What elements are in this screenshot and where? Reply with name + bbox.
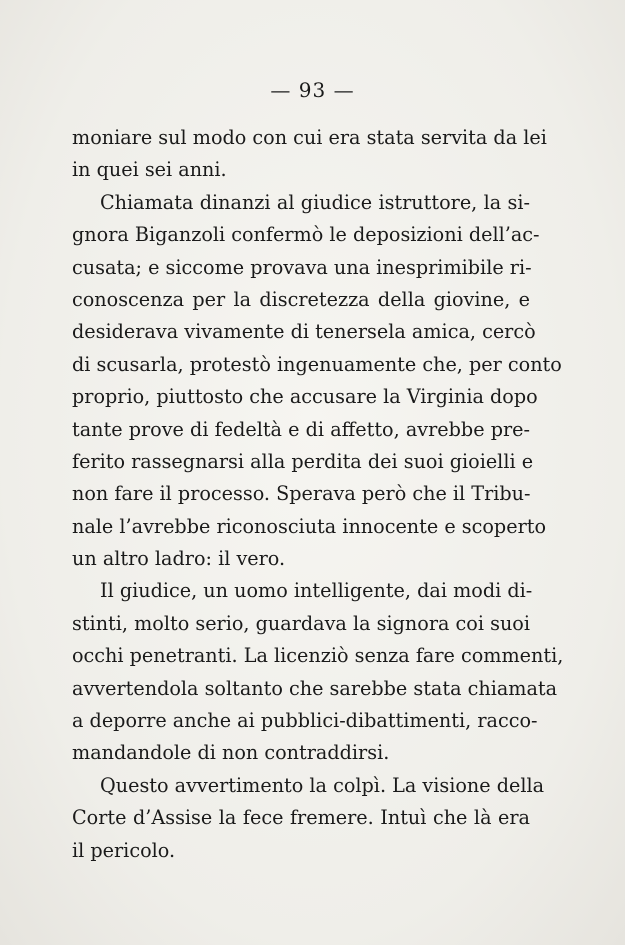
page-number: — 93 — xyxy=(270,78,355,102)
paragraph-start: Questo avvertimento la colpì. La visione della xyxy=(100,773,545,797)
text-line: tante prove di fedeltà e di affetto, avrebbe pre- xyxy=(72,417,530,441)
paragraph-start: Chiamata dinanzi al giudice istruttore, la si- xyxy=(100,190,530,214)
text-line: nale l’avrebbe riconosciuta innocente e scoperto xyxy=(72,514,547,538)
text-line: di scusarla, protestò ingenuamente che, per conto xyxy=(72,352,562,376)
text-line: Corte d’Assise la fece fremere. Intuì che là era xyxy=(72,806,530,830)
text-line: non fare il processo. Sperava però che il Tribu- xyxy=(72,482,531,506)
text-line: il pericolo. xyxy=(72,838,176,862)
text-line: mandandole di non contraddirsi. xyxy=(72,741,390,765)
text-line: occhi penetranti. La licenziò senza fare commenti, xyxy=(72,644,564,668)
text-line: desiderava vivamente di tenersela amica, cercò xyxy=(72,320,536,344)
body-text xyxy=(72,122,564,867)
text-line: in quei sei anni. xyxy=(72,158,227,182)
text-line: a deporre anche ai pubblici-dibattimenti, racco- xyxy=(72,709,538,733)
text-line: ferito rassegnarsi alla perdita dei suoi gioielli e xyxy=(72,449,534,473)
text-line: conoscenza per la discretezza della giovine, e xyxy=(72,287,530,311)
text-line: un altro ladro: il vero. xyxy=(72,547,286,571)
text-line: cusata; e siccome provava una inesprimibile ri- xyxy=(72,255,532,279)
text-line: stinti, molto serio, guardava la signora coi suoi xyxy=(72,611,530,635)
paragraph-start: Il giudice, un uomo intelligente, dai modi di- xyxy=(100,579,533,603)
text-line: avvertendola soltanto che sarebbe stata chiamata xyxy=(72,676,558,700)
text-line: moniare sul modo con cui era stata servita da lei xyxy=(72,126,547,149)
text-line: proprio, piuttosto che accusare la Virginia dopo xyxy=(72,385,538,409)
text-line: gnora Biganzoli confermò le deposizioni dell’ac- xyxy=(72,223,540,247)
